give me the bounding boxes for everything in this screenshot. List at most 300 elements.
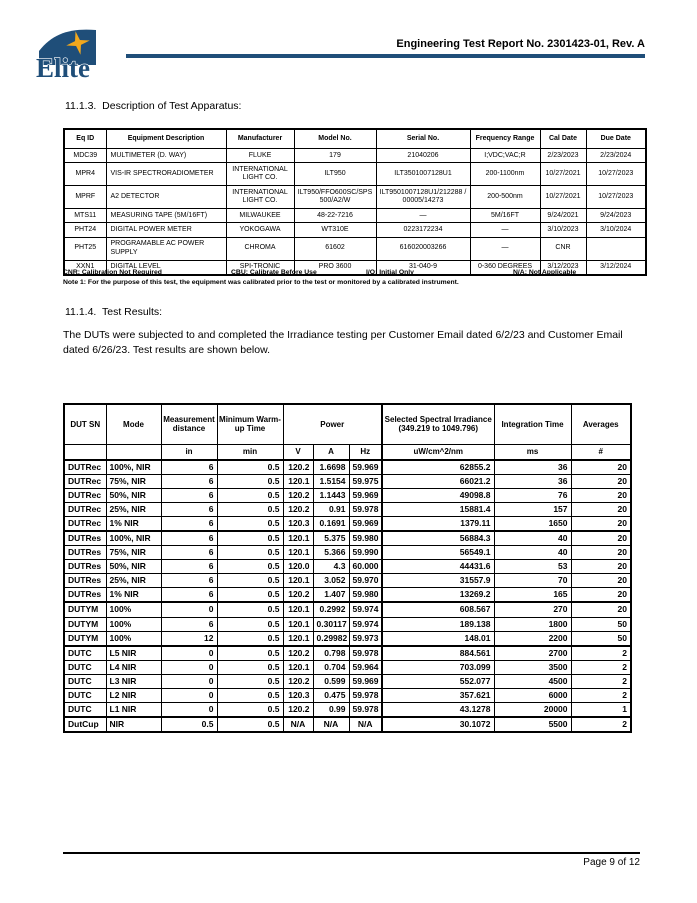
report-title: Engineering Test Report No. 2301423-01, Rev. A [396, 38, 645, 50]
table-cell: 0.5 [217, 674, 283, 688]
table-row [64, 531, 631, 546]
table-row [64, 602, 631, 617]
table-cell: 10/27/2021 [540, 163, 586, 186]
table-row [64, 588, 631, 603]
table-cell: 59.973 [349, 631, 382, 646]
table-cell: 50%, NIR [106, 489, 161, 503]
table-cell: 0.30117 [313, 617, 349, 631]
table-cell: 6000 [494, 688, 571, 702]
table-cell: 5.375 [313, 531, 349, 546]
table-cell: 13269.2 [382, 588, 494, 603]
results-table [63, 403, 632, 733]
col-header-equipment-description: Equipment Description [106, 129, 226, 149]
unit-in: in [161, 444, 217, 460]
table-cell: DUTRes [64, 588, 106, 603]
table-cell: 100% [106, 617, 161, 631]
table-cell: 0.5 [217, 531, 283, 546]
table-cell: 100%, NIR [106, 531, 161, 546]
table-cell: 703.099 [382, 660, 494, 674]
table-cell: 357.621 [382, 688, 494, 702]
table-cell: MEASURING TAPE (5M/16FT) [106, 209, 226, 223]
table-cell: L5 NIR [106, 646, 161, 661]
table-cell: 25%, NIR [106, 503, 161, 517]
table-cell: 62855.2 [382, 460, 494, 475]
table-row [64, 149, 646, 163]
table-cell: 2200 [494, 631, 571, 646]
table-cell: YOKOGAWA [226, 223, 294, 237]
table-cell: MULTIMETER (D. WAY) [106, 149, 226, 163]
table-cell: 270 [494, 602, 571, 617]
table-cell: 0.29982 [313, 631, 349, 646]
table-cell: — [470, 237, 540, 260]
table-cell: MTS11 [64, 209, 106, 223]
table-cell: 10/27/2023 [586, 186, 646, 209]
table-cell: 76 [494, 489, 571, 503]
table-cell: 3/12/2024 [586, 260, 646, 275]
table-cell: 120.1 [283, 531, 313, 546]
logo-wordmark: Elite [36, 53, 90, 81]
elite-logo-graphic [33, 25, 101, 81]
table-cell: DutCup [64, 717, 106, 732]
table-cell: DUTC [64, 688, 106, 702]
table-row [64, 702, 631, 717]
table-cell: 120.2 [283, 503, 313, 517]
table-cell: 36 [494, 475, 571, 489]
table-cell: L2 NIR [106, 688, 161, 702]
table-cell: 120.0 [283, 560, 313, 574]
table-cell: 0.798 [313, 646, 349, 661]
results-table-header [64, 404, 631, 460]
table-cell: 21040206 [376, 149, 470, 163]
table-row [64, 186, 646, 209]
apparatus-table-body [64, 149, 646, 275]
page-number: Page 9 of 12 [583, 857, 640, 868]
table-cell: L1 NIR [106, 702, 161, 717]
table-cell: 120.1 [283, 617, 313, 631]
table-cell: 2 [571, 660, 631, 674]
col-header-eq-id: Eq ID [64, 129, 106, 149]
table-cell: 1 [571, 702, 631, 717]
table-cell: 56549.1 [382, 546, 494, 560]
table-cell: 157 [494, 503, 571, 517]
table-cell: 0 [161, 702, 217, 717]
table-row [64, 517, 631, 532]
table-row [64, 617, 631, 631]
table-cell: 0.5 [217, 631, 283, 646]
col-header-mode: Mode [106, 404, 161, 444]
table-cell: 120.1 [283, 631, 313, 646]
table-cell: 120.3 [283, 688, 313, 702]
table-cell: 120.1 [283, 602, 313, 617]
table-cell: DUTC [64, 646, 106, 661]
table-cell: 3.052 [313, 574, 349, 588]
col-header-spectral-irradiance: Selected Spectral Irradiance (349.219 to 1049.796) [382, 404, 494, 444]
table-cell: 0.5 [217, 646, 283, 661]
table-cell: 5M/16FT [470, 209, 540, 223]
table-cell: 70 [494, 574, 571, 588]
table-cell: NIR [106, 717, 161, 732]
table-cell: DUTC [64, 702, 106, 717]
table-cell: INTERNATIONAL LIGHT CO. [226, 186, 294, 209]
table-row [64, 560, 631, 574]
col-header-cal-date: Cal Date [540, 129, 586, 149]
table-cell: 1379.11 [382, 517, 494, 532]
table-cell: 0.5 [217, 517, 283, 532]
table-cell: DUTYM [64, 617, 106, 631]
legend-cbu: CBU: Calibrate Before Use [231, 269, 317, 276]
table-cell: 5.366 [313, 546, 349, 560]
table-cell: 1.5154 [313, 475, 349, 489]
table-cell: SPI-TRONIC [226, 260, 294, 275]
table-cell: DUTRec [64, 475, 106, 489]
table-cell: 616020003266 [376, 237, 470, 260]
legend-na: N/A: Not Applicable [513, 269, 577, 276]
table-cell: DUTRec [64, 489, 106, 503]
table-cell: 0 [161, 688, 217, 702]
table-cell: DIGITAL POWER METER [106, 223, 226, 237]
table-cell: 50 [571, 631, 631, 646]
table-cell: 6 [161, 503, 217, 517]
col-header-frequency-range: Frequency Range [470, 129, 540, 149]
table-cell: 59.969 [349, 489, 382, 503]
table-cell: A2 DETECTOR [106, 186, 226, 209]
table-cell: 61602 [294, 237, 376, 260]
table-cell: 59.978 [349, 503, 382, 517]
table-cell: 1.1443 [313, 489, 349, 503]
table-cell: 40 [494, 531, 571, 546]
table-cell: XXN1 [64, 260, 106, 275]
table-cell: 20 [571, 602, 631, 617]
table-cell: 120.2 [283, 646, 313, 661]
table-cell: 179 [294, 149, 376, 163]
table-cell: DIGITAL LEVEL [106, 260, 226, 275]
table-cell: DUTYM [64, 602, 106, 617]
table-cell: 120.3 [283, 517, 313, 532]
table-cell: 59.974 [349, 602, 382, 617]
table-cell: 5500 [494, 717, 571, 732]
table-cell: 59.964 [349, 660, 382, 674]
table-cell: 120.2 [283, 489, 313, 503]
table-cell: 20 [571, 503, 631, 517]
table-row [64, 688, 631, 702]
apparatus-section-heading: 11.1.3. Description of Test Apparatus: [65, 100, 242, 112]
table-cell: 0.599 [313, 674, 349, 688]
table-cell: DUTRes [64, 560, 106, 574]
unit-volts: V [283, 444, 313, 460]
table-cell: 9/24/2023 [586, 209, 646, 223]
table-cell: 59.969 [349, 517, 382, 532]
table-cell: 49098.8 [382, 489, 494, 503]
table-cell: 3/12/2023 [540, 260, 586, 275]
legend-io: I/O: Initial Only [366, 269, 414, 276]
table-cell: 0-360 DEGREES [470, 260, 540, 275]
table-cell: DUTC [64, 660, 106, 674]
table-cell: 0223172234 [376, 223, 470, 237]
table-cell: MPRF [64, 186, 106, 209]
table-cell: — [376, 209, 470, 223]
table-cell: 0 [161, 674, 217, 688]
col-header-power-group: Power [283, 404, 382, 444]
table-cell: 100% [106, 631, 161, 646]
table-cell: 20000 [494, 702, 571, 717]
table-cell: 36 [494, 460, 571, 475]
table-cell: 0.5 [217, 617, 283, 631]
table-cell: 120.1 [283, 574, 313, 588]
table-cell: 1% NIR [106, 588, 161, 603]
table-cell: 12 [161, 631, 217, 646]
table-cell: 6 [161, 574, 217, 588]
table-cell: 59.974 [349, 617, 382, 631]
table-cell: 0.5 [217, 489, 283, 503]
table-cell: 0 [161, 646, 217, 661]
table-cell: 6 [161, 517, 217, 532]
table-cell: 3500 [494, 660, 571, 674]
unit-count: # [571, 444, 631, 460]
table-cell: — [470, 223, 540, 237]
results-paragraph: The DUTs were subjected to and completed the Irradiance testing per Customer Email dated 6/2/23 and Customer Email dated 6/26/23. Test results are shown below. [63, 329, 623, 357]
col-header-averages: Averages [571, 404, 631, 444]
header-divider [126, 54, 645, 58]
table-cell: 6 [161, 460, 217, 475]
table-cell: ILT950 [294, 163, 376, 186]
table-cell: INTERNATIONAL LIGHT CO. [226, 163, 294, 186]
table-cell: 100%, NIR [106, 460, 161, 475]
table-cell: 66021.2 [382, 475, 494, 489]
unit-uw-cm2-nm: uW/cm^2/nm [382, 444, 494, 460]
table-cell: 59.980 [349, 588, 382, 603]
table-cell: 1800 [494, 617, 571, 631]
table-cell: 120.2 [283, 702, 313, 717]
table-cell: 15881.4 [382, 503, 494, 517]
table-cell: 6 [161, 475, 217, 489]
table-cell: WT310E [294, 223, 376, 237]
table-cell: 10/27/2023 [586, 163, 646, 186]
apparatus-table-header [64, 129, 646, 149]
table-cell: 148.01 [382, 631, 494, 646]
table-row [64, 163, 646, 186]
table-cell: 20 [571, 517, 631, 532]
table-cell: 59.980 [349, 531, 382, 546]
table-cell: MILWAUKEE [226, 209, 294, 223]
col-header-serial-no: Serial No. [376, 129, 470, 149]
table-cell: 20 [571, 489, 631, 503]
table-cell: 48-22-7216 [294, 209, 376, 223]
table-cell: 0.5 [161, 717, 217, 732]
table-cell: 0.475 [313, 688, 349, 702]
table-cell: 0 [161, 602, 217, 617]
table-cell: 120.1 [283, 546, 313, 560]
unit-blank-dut-sn [64, 444, 106, 460]
table-cell: 0.2992 [313, 602, 349, 617]
table-cell: 20 [571, 574, 631, 588]
table-cell: 120.2 [283, 460, 313, 475]
table-cell: 2 [571, 674, 631, 688]
table-cell: 120.1 [283, 660, 313, 674]
table-cell: 4.3 [313, 560, 349, 574]
table-cell: 6 [161, 489, 217, 503]
table-cell: MDC39 [64, 149, 106, 163]
table-row [64, 717, 631, 732]
unit-amps: A [313, 444, 349, 460]
table-row [64, 674, 631, 688]
unit-ms: ms [494, 444, 571, 460]
table-cell: ILT3501007128U1 [376, 163, 470, 186]
col-header-dut-sn: DUT SN [64, 404, 106, 444]
table-cell: 43.1278 [382, 702, 494, 717]
table-cell: 59.978 [349, 688, 382, 702]
table-cell: ILT950/FFO600SC/SPS500/A2/W [294, 186, 376, 209]
table-cell: DUTRes [64, 574, 106, 588]
table-cell: 59.978 [349, 702, 382, 717]
table-cell: 20 [571, 546, 631, 560]
table-cell: N/A [349, 717, 382, 732]
table-cell: 40 [494, 546, 571, 560]
table-cell: 6 [161, 560, 217, 574]
table-cell: 20 [571, 588, 631, 603]
table-row [64, 574, 631, 588]
table-cell: DUTC [64, 674, 106, 688]
table-cell: 0.5 [217, 503, 283, 517]
table-cell: DUTRec [64, 517, 106, 532]
table-cell: I;VDC;VAC;R [470, 149, 540, 163]
table-row [64, 237, 646, 260]
table-cell: 75%, NIR [106, 475, 161, 489]
table-cell: N/A [313, 717, 349, 732]
table-cell: N/A [283, 717, 313, 732]
table-cell: 100% [106, 602, 161, 617]
table-cell: 165 [494, 588, 571, 603]
table-cell: 1650 [494, 517, 571, 532]
table-row [64, 646, 631, 661]
table-cell: 0.99 [313, 702, 349, 717]
table-cell: 59.990 [349, 546, 382, 560]
table-cell: PHT25 [64, 237, 106, 260]
col-header-model-no: Model No. [294, 129, 376, 149]
unit-blank-mode [106, 444, 161, 460]
table-cell: 60.000 [349, 560, 382, 574]
table-cell: L4 NIR [106, 660, 161, 674]
table-cell: 120.2 [283, 588, 313, 603]
table-row [64, 209, 646, 223]
table-cell: 2 [571, 646, 631, 661]
table-cell: MPR4 [64, 163, 106, 186]
table-cell: PHT24 [64, 223, 106, 237]
elite-logo [33, 25, 101, 81]
unit-min: min [217, 444, 283, 460]
table-cell: PROGRAMABLE AC POWER SUPPLY [106, 237, 226, 260]
table-cell: 59.978 [349, 646, 382, 661]
table-cell: 1.6698 [313, 460, 349, 475]
table-cell: CNR [540, 237, 586, 260]
table-row [64, 503, 631, 517]
legend-cnr: CNR: Calibration Not Required [63, 269, 162, 276]
table-cell: 20 [571, 475, 631, 489]
table-cell: DUTRes [64, 546, 106, 560]
table-row [64, 546, 631, 560]
table-cell: 0.5 [217, 702, 283, 717]
table-cell: 200-1100nm [470, 163, 540, 186]
results-section-heading: 11.1.4. Test Results: [65, 306, 163, 318]
table-cell: 0.5 [217, 688, 283, 702]
results-table-body [64, 460, 631, 732]
table-cell: 0.5 [217, 546, 283, 560]
table-row [64, 489, 631, 503]
table-cell [586, 237, 646, 260]
table-cell: 59.969 [349, 674, 382, 688]
table-cell: 2/23/2024 [586, 149, 646, 163]
table-cell: DUTRec [64, 460, 106, 475]
table-row [64, 223, 646, 237]
table-cell: 0.5 [217, 560, 283, 574]
table-cell: 50 [571, 617, 631, 631]
table-cell: 59.970 [349, 574, 382, 588]
table-cell: 56884.3 [382, 531, 494, 546]
table-cell: 552.077 [382, 674, 494, 688]
table-cell: 10/27/2021 [540, 186, 586, 209]
table-cell: 6 [161, 531, 217, 546]
table-cell: 2 [571, 688, 631, 702]
table-cell: 608.567 [382, 602, 494, 617]
table-cell: 75%, NIR [106, 546, 161, 560]
table-cell: 0.1691 [313, 517, 349, 532]
table-cell: 30.1072 [382, 717, 494, 732]
table-cell: 0.5 [217, 574, 283, 588]
table-cell: 0.5 [217, 602, 283, 617]
table-cell: 20 [571, 560, 631, 574]
table-cell: 0.5 [217, 660, 283, 674]
table-cell: 1.407 [313, 588, 349, 603]
table-row [64, 631, 631, 646]
col-header-min-warmup-time: Minimum Warm-up Time [217, 404, 283, 444]
table-cell: 120.1 [283, 475, 313, 489]
table-cell: 120.2 [283, 674, 313, 688]
table-cell: FLUKE [226, 149, 294, 163]
calibration-note: Note 1: For the purpose of this test, the equipment was calibrated prior to the test or monitored by a calibrated instrument. [63, 279, 459, 286]
table-row [64, 475, 631, 489]
table-cell: 3/10/2024 [586, 223, 646, 237]
unit-hz: Hz [349, 444, 382, 460]
table-cell: 25%, NIR [106, 574, 161, 588]
table-cell: DUTRes [64, 531, 106, 546]
footer-divider [63, 852, 640, 854]
table-cell: 4500 [494, 674, 571, 688]
table-cell: 6 [161, 588, 217, 603]
table-cell: 50%, NIR [106, 560, 161, 574]
table-cell: 44431.6 [382, 560, 494, 574]
table-cell: 0.5 [217, 475, 283, 489]
calibration-legend [63, 269, 641, 278]
table-cell: 59.975 [349, 475, 382, 489]
table-cell: 0.5 [217, 588, 283, 603]
table-cell: 3/10/2023 [540, 223, 586, 237]
table-cell: 31-040-9 [376, 260, 470, 275]
table-row [64, 660, 631, 674]
apparatus-table [63, 128, 647, 276]
table-cell: 2700 [494, 646, 571, 661]
col-header-manufacturer: Manufacturer [226, 129, 294, 149]
table-cell: 20 [571, 531, 631, 546]
table-cell: ILT9501007128U1/212288 /00005/14273 [376, 186, 470, 209]
table-cell: 59.969 [349, 460, 382, 475]
col-header-integration-time: Integration Time [494, 404, 571, 444]
table-cell: 0.91 [313, 503, 349, 517]
col-header-measurement-distance: Measurement distance [161, 404, 217, 444]
table-cell: 200-500nm [470, 186, 540, 209]
table-cell: 6 [161, 546, 217, 560]
table-cell: 189.138 [382, 617, 494, 631]
table-cell: 31557.9 [382, 574, 494, 588]
table-cell: 0 [161, 660, 217, 674]
